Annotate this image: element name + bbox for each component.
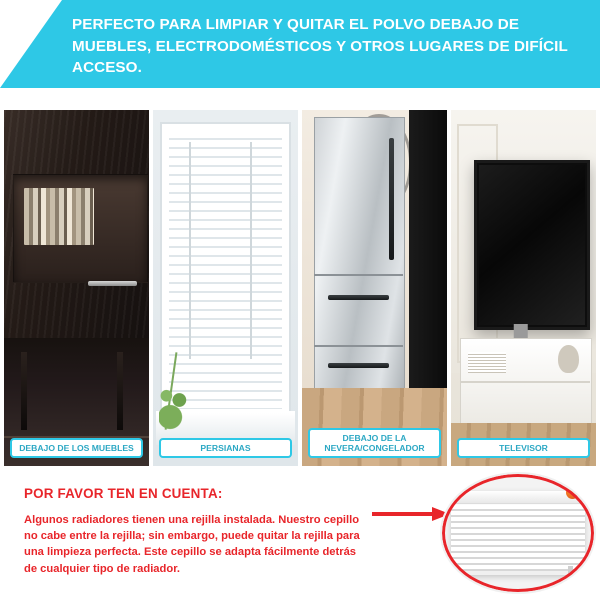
gallery-item-furniture [4, 110, 149, 466]
blind-cord-left [189, 142, 191, 359]
fridge-handle-horizontal-2 [328, 363, 389, 368]
gallery-caption-furniture: DEBAJO DE LOS MUEBLES [10, 438, 143, 458]
radiator-photo-ring [442, 474, 594, 592]
right-arrow-icon [372, 507, 450, 521]
dark-cabinet [409, 110, 447, 402]
note-body: Algunos radiadores tienen una rejilla instalada. Nuestro cepillo no cabe entre la rejilla; sin embargo, puede quitar la rejilla para una limpieza perfecta. Este cepillo se adapta fácilmente detrás de cualquier tipo de radiador. [24, 514, 360, 575]
books-row [24, 188, 94, 245]
sideboard-leg-left [21, 352, 27, 430]
sideboard-leg-right [117, 352, 123, 430]
fridge-handle-horizontal-1 [328, 295, 389, 300]
fridge-door-seam-2 [314, 345, 404, 347]
note-title: POR FAVOR TEN EN CUENTA: [24, 486, 223, 501]
blind-cord-right [250, 142, 252, 359]
drawer-handle [88, 281, 137, 286]
header-notch-shape [0, 0, 62, 88]
tv-screen [479, 165, 585, 325]
use-case-gallery [0, 110, 600, 466]
tv-stand-neck [513, 324, 528, 338]
header-headline: PERFECTO PARA LIMPIAR Y QUITAR EL POLVO DEBAJO DE MUEBLES, ELECTRODOMÉSTICOS Y OTROS LUGARES DE DIFÍCIL ACCESO. [72, 16, 568, 77]
fridge-door-seam-1 [314, 274, 404, 276]
fridge-handle-vertical [389, 138, 394, 259]
decor-bowl [558, 345, 578, 373]
television [474, 160, 590, 330]
console-shelf-line [460, 381, 591, 383]
gallery-caption-blinds: PERSIANAS [159, 438, 292, 458]
plant-leaves [159, 349, 197, 434]
radiator-photo [440, 472, 596, 594]
gallery-item-tv [451, 110, 596, 466]
arrow-shaft [372, 512, 434, 516]
gallery-item-fridge [302, 110, 447, 466]
header-banner [0, 0, 600, 88]
magazine-stack-upper [468, 352, 506, 373]
gallery-caption-tv: TELEVISOR [457, 438, 590, 458]
gallery-item-blinds [153, 110, 298, 466]
gallery-caption-fridge: DEBAJO DE LA NEVERA/CONGELADOR [308, 428, 441, 458]
